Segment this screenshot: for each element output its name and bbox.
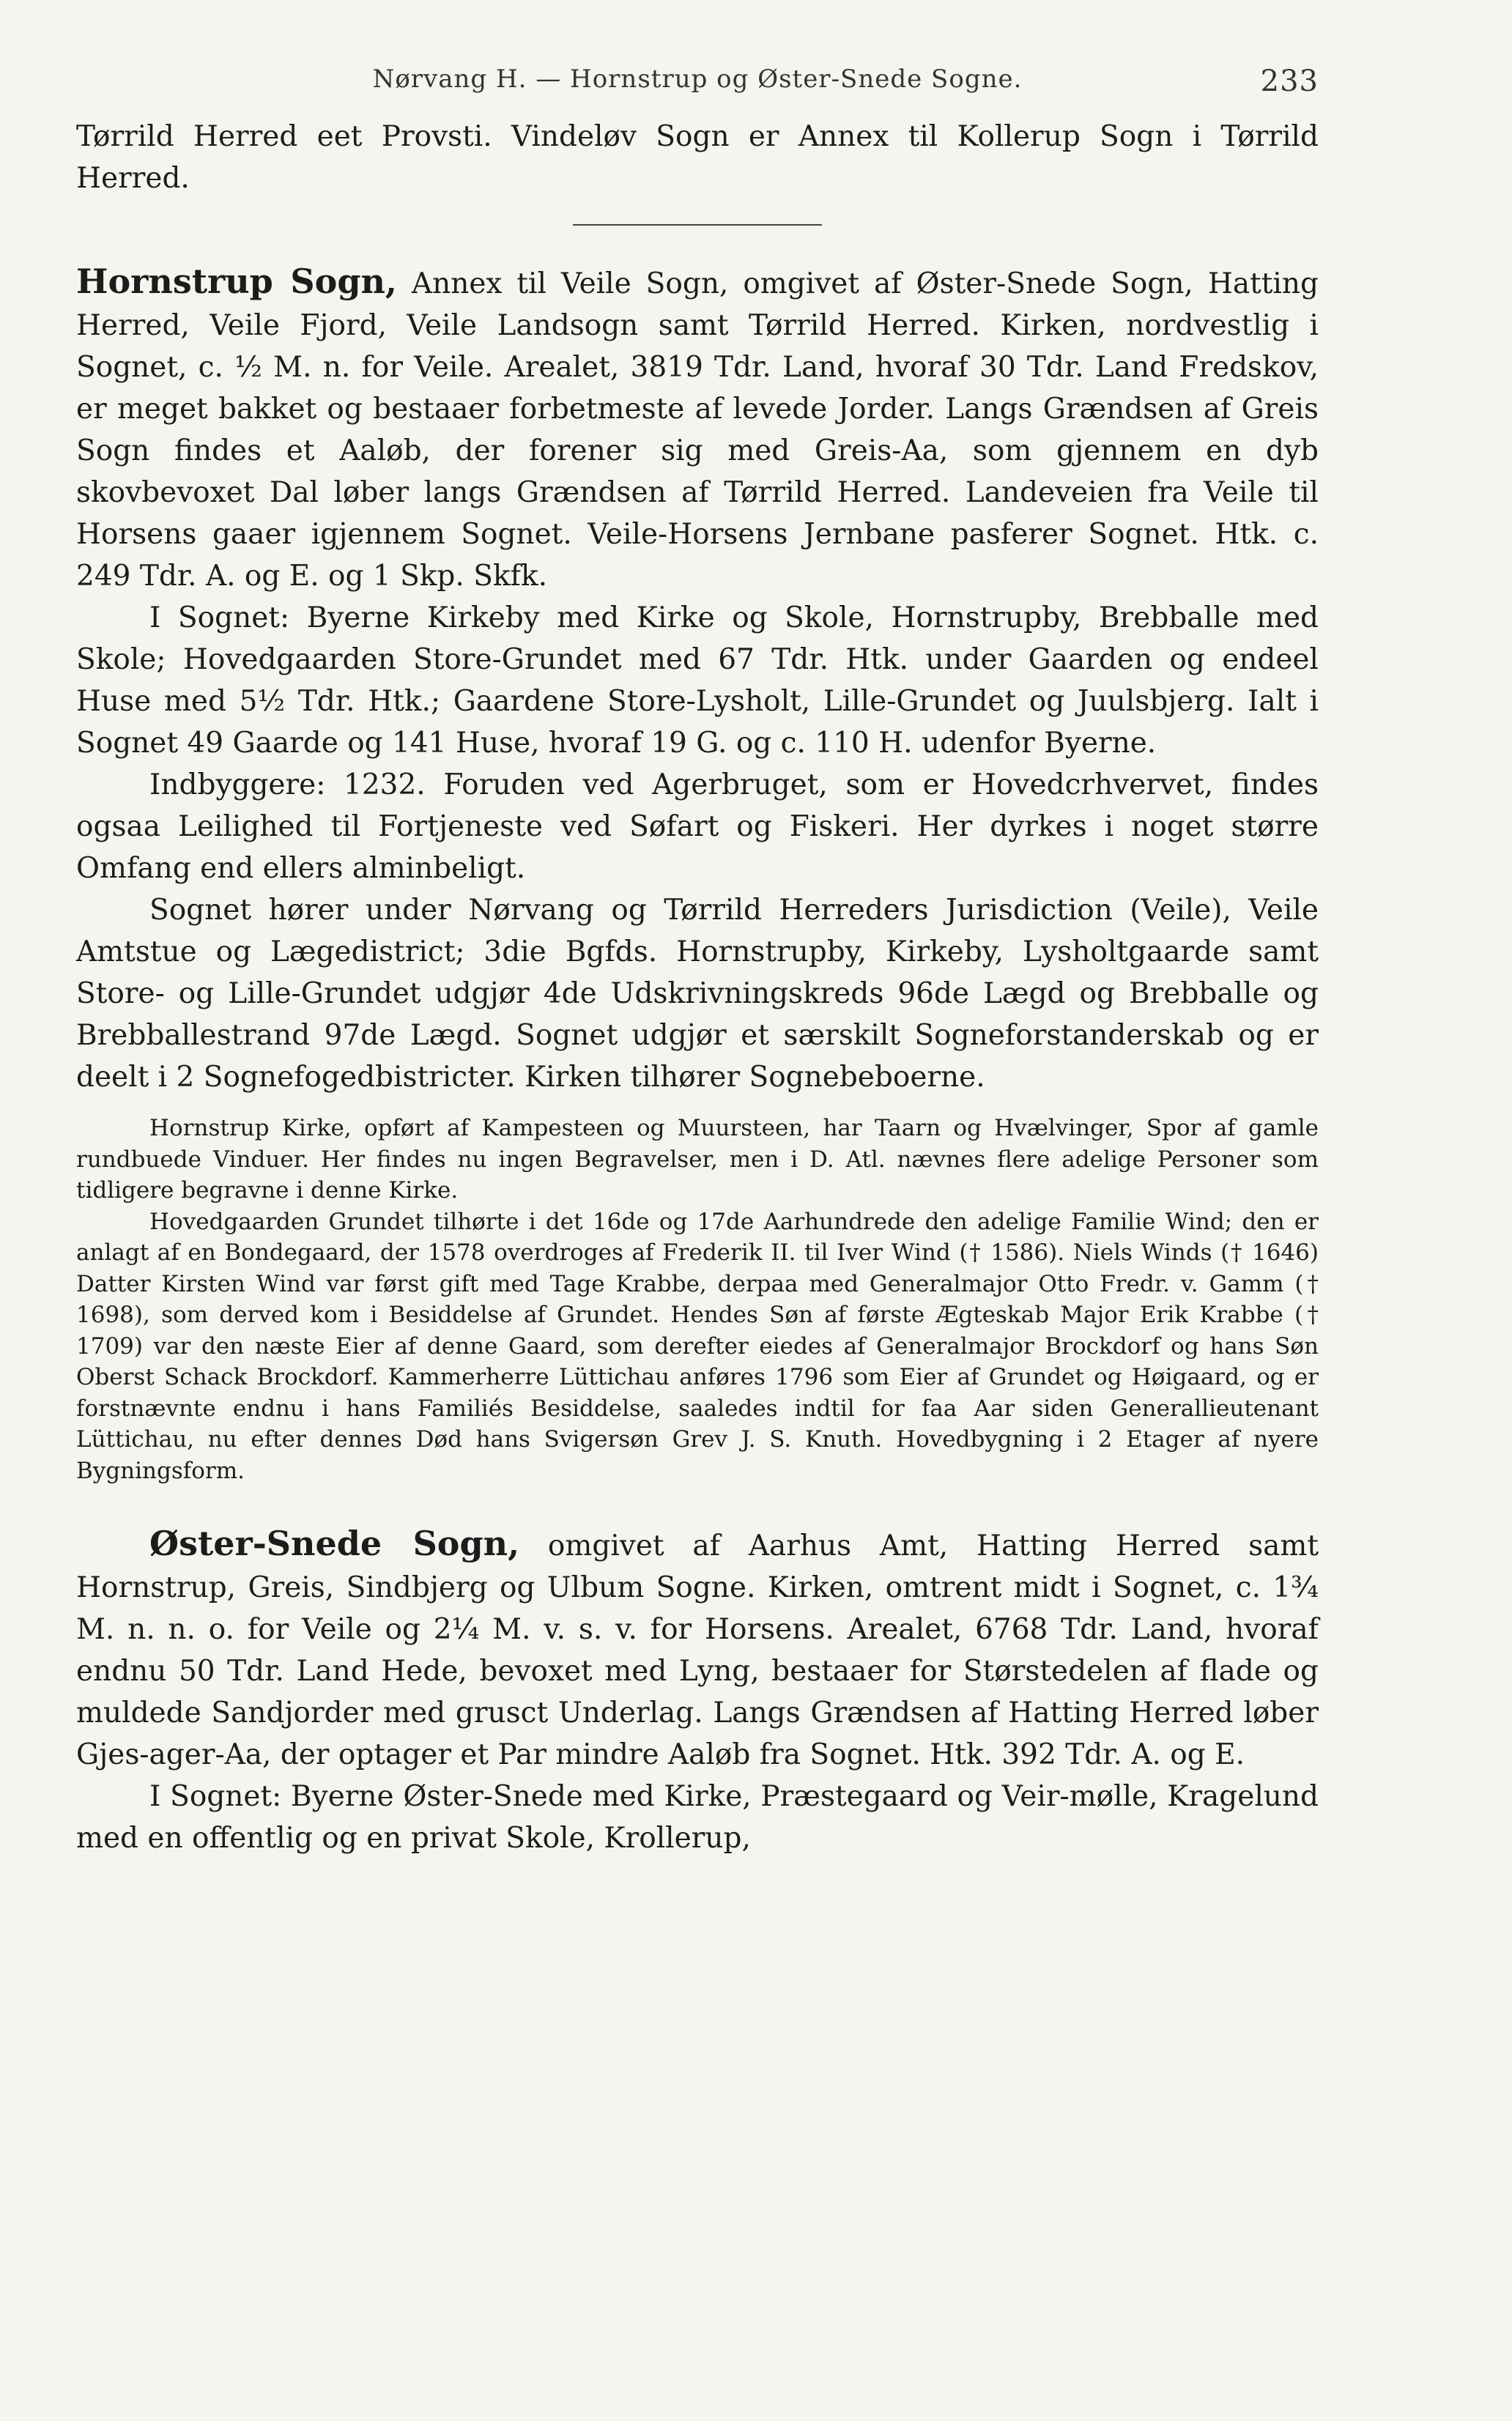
section-divider <box>573 224 822 226</box>
hornstrup-notes <box>76 1113 1319 1486</box>
intro-paragraph: Tørrild Herred eet Provsti. Vindeløv Sogn er Annex til Kollerup Sogn i Tørrild Herred. <box>76 120 1319 195</box>
main-text <box>76 116 1319 1859</box>
hornstrup-text-1: Annex til Veile Sogn, omgivet af Øster-Snede Sogn, Hatting Herred, Veile Fjord, Veile Landsogn samt Tørrild Herred. Kirken, nordvestlig i Sognet, c. ½ M. n. for Veile. Arealet, 3819 Tdr. Land, hvoraf 30 Tdr. Land Fredskov, er meget bakket og bestaaer forbetmeste af levede Jorder. Langs Grændsen af Greis Sogn findes et Aaløb, der forener sig med Greis-Aa, som gjennem en dyb skovbevoxet Dal løber langs Grændsen af Tørrild Herred. Landeveien fra Veile til Horsens gaaer igjennem Sognet. Veile-Horsens Jernbane pasferer Sognet. Htk. c. 249 Tdr. A. og E. og 1 Skp. Skfk. <box>76 267 1319 593</box>
hornstrup-paragraph-1 <box>76 261 1319 597</box>
hornstrup-paragraph-3: Indbyggere: 1232. Foruden ved Agerbruget, som er Hovedcrhvervet, findes ogsaa Leilighed til Fortjeneste ved Søfart og Fiskeri. Her dyrkes i noget større Omfang end ellers alminbeligt. <box>76 768 1319 885</box>
hornstrup-heading: Hornstrup Sogn, <box>76 262 397 301</box>
page <box>76 64 1319 1859</box>
oster-snede-paragraph-2: I Sognet: Byerne Øster-Snede med Kirke, Præstegaard og Veir-mølle, Kragelund med en offentlig og en privat Skole, Krollerup, <box>76 1780 1319 1855</box>
running-title: Nørvang H. — Hornstrup og Øster-Snede Sogne. <box>372 64 1023 94</box>
oster-snede-paragraph-1 <box>76 1523 1319 1776</box>
oster-snede-heading: Øster-Snede Sogn, <box>149 1524 520 1563</box>
oster-snede-text-1: omgivet af Aarhus Amt, Hatting Herred samt Hornstrup, Greis, Sindbjerg og Ulbum Sogne. Kirken, omtrent midt i Sognet, c. 1¾ M. n. n. o. for Veile og 2¼ M. v. s. v. for Horsens. Arealet, 6768 Tdr. Land, hvoraf endnu 50 Tdr. Land Hede, bevoxet med Lyng, bestaaer for Størstedelen af flade og muldede Sandjorder med grusct Underlag. Langs Grændsen af Hatting Herred løber Gjes-ager-Aa, der optager et Par mindre Aaløb fra Sognet. Htk. 392 Tdr. A. og E. <box>76 1530 1319 1771</box>
page-number: 233 <box>1260 64 1319 98</box>
hornstrup-note-2: Hovedgaarden Grundet tilhørte i det 16de og 17de Aarhundrede den adelige Familie Wind; den er anlagt af en Bondegaard, der 1578 overdroges af Frederik II. til Iver Wind († 1586). Niels Winds († 1646) Datter Kirsten Wind var først gift med Tage Krabbe, derpaa med Generalmajor Otto Fredr. v. Gamm († 1698), som derved kom i Besiddelse af Grundet. Hendes Søn af første Ægteskab Major Erik Krabbe († 1709) var den næste Eier af denne Gaard, som derefter eiedes af Generalmajor Brockdorf og hans Søn Oberst Schack Brockdorf. Kammerherre Lüttichau anføres 1796 som Eier af Grundet og Høigaard, og er forstnævnte endnu i hans Familiés Besiddelse, saaledes indtil for faa Aar siden Generallieutenant Lüttichau, nu efter dennes Død hans Svigersøn Grev J. S. Knuth. Hovedbygning i 2 Etager af nyere Bygningsform. <box>76 1208 1319 1484</box>
hornstrup-note-1: Hornstrup Kirke, opført af Kampesteen og Muursteen, har Taarn og Hvælvinger, Spor af gamle rundbuede Vinduer. Her findes nu ingen Begravelser, men i D. Atl. nævnes flere adelige Personer som tidligere begravne i denne Kirke. <box>76 1115 1319 1204</box>
running-header <box>76 64 1319 116</box>
hornstrup-paragraph-2: I Sognet: Byerne Kirkeby med Kirke og Skole, Hornstrupby, Brebballe med Skole; Hovedgaarden Store-Grundet med 67 Tdr. Htk. under Gaarden og endeel Huse med 5½ Tdr. Htk.; Gaardene Store-Lysholt, Lille-Grundet og Juulsbjerg. Ialt i Sognet 49 Gaarde og 141 Huse, hvoraf 19 G. og c. 110 H. udenfor Byerne. <box>76 601 1319 760</box>
hornstrup-paragraph-4: Sognet hører under Nørvang og Tørrild Herreders Jurisdiction (Veile), Veile Amtstue og Lægedistrict; 3die Bgfds. Hornstrupby, Kirkeby, Lysholtgaarde samt Store- og Lille-Grundet udgjør 4de Udskrivningskreds 96de Lægd og Brebballe og Brebballestrand 97de Lægd. Sognet udgjør et særskilt Sogneforstanderskab og er deelt i 2 Sognefogedbistricter. Kirken tilhører Sognebeboerne. <box>76 894 1319 1094</box>
